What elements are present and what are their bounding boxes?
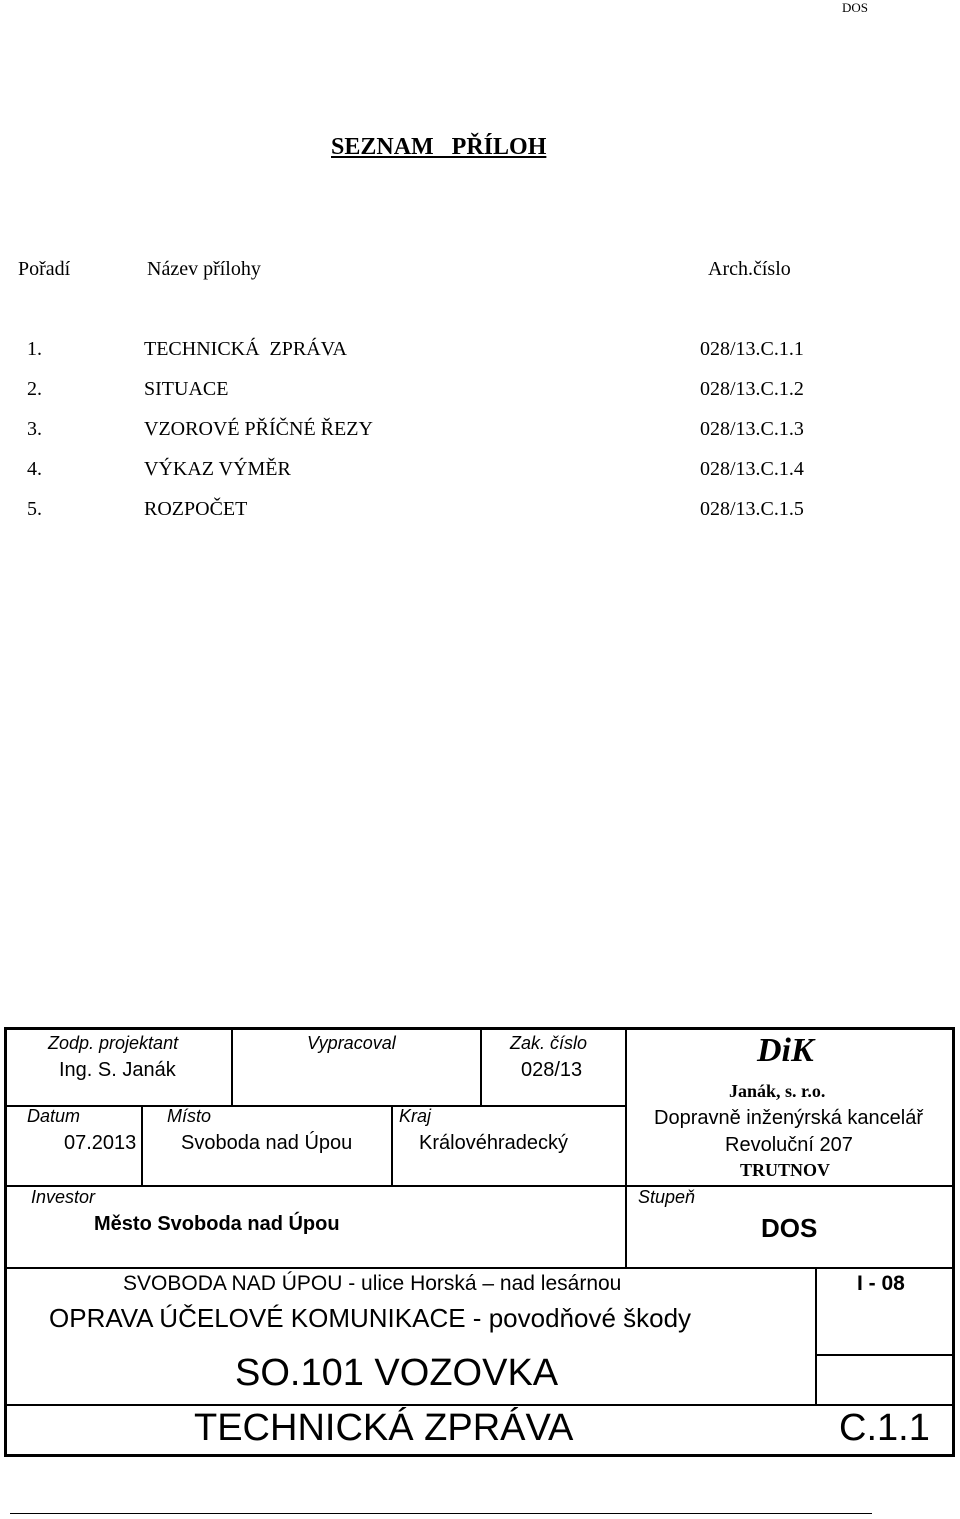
item-name: TECHNICKÁ ZPRÁVA bbox=[144, 338, 347, 360]
divider bbox=[815, 1267, 817, 1404]
column-header-name: Název přílohy bbox=[147, 258, 261, 280]
firm-name: Janák, s. r.o. bbox=[729, 1081, 826, 1101]
column-header-order: Pořadí bbox=[18, 258, 71, 280]
divider bbox=[7, 1105, 625, 1107]
item-arch: 028/13.C.1.2 bbox=[700, 378, 804, 400]
zodp-value: Ing. S. Janák bbox=[59, 1059, 176, 1081]
investor-label: Investor bbox=[31, 1187, 96, 1207]
datum-value: 07.2013 bbox=[64, 1132, 137, 1154]
item-name: ROZPOČET bbox=[144, 498, 248, 520]
kraj-value: Královéhradecký bbox=[419, 1132, 568, 1154]
kraj-label: Kraj bbox=[399, 1106, 432, 1126]
misto-value: Svoboda nad Úpou bbox=[181, 1132, 353, 1154]
item-number: 3. bbox=[27, 418, 42, 440]
divider bbox=[391, 1105, 393, 1185]
divider bbox=[480, 1030, 482, 1105]
zak-label: Zak. číslo bbox=[510, 1033, 588, 1053]
divider bbox=[231, 1030, 233, 1105]
zak-value: 028/13 bbox=[521, 1059, 583, 1081]
misto-label: Místo bbox=[167, 1106, 212, 1126]
document-code: C.1.1 bbox=[839, 1407, 930, 1449]
object-name: SO.101 VOZOVKA bbox=[235, 1352, 559, 1394]
project-line-1: SVOBODA NAD ÚPOU - ulice Horská – nad lesárnou bbox=[123, 1272, 622, 1295]
divider bbox=[7, 1267, 952, 1269]
zodp-label: Zodp. projektant bbox=[48, 1033, 179, 1053]
sheet-number: I - 08 bbox=[857, 1272, 905, 1295]
item-name: SITUACE bbox=[144, 378, 229, 400]
item-arch: 028/13.C.1.1 bbox=[700, 338, 804, 360]
divider bbox=[625, 1030, 627, 1267]
firm-city: TRUTNOV bbox=[740, 1160, 831, 1180]
column-header-arch: Arch.číslo bbox=[708, 258, 791, 280]
investor-value: Město Svoboda nad Úpou bbox=[94, 1213, 340, 1235]
divider bbox=[141, 1105, 143, 1185]
stupen-value: DOS bbox=[761, 1213, 818, 1243]
item-arch: 028/13.C.1.4 bbox=[700, 458, 804, 480]
item-arch: 028/13.C.1.3 bbox=[700, 418, 804, 440]
divider bbox=[7, 1185, 625, 1187]
firm-description: Dopravně inženýrská kancelář bbox=[654, 1107, 924, 1129]
project-line-2: OPRAVA ÚČELOVÉ KOMUNIKACE - povodňové škody bbox=[49, 1303, 692, 1333]
firm-street: Revoluční 207 bbox=[725, 1134, 853, 1156]
title-block bbox=[4, 1027, 955, 1457]
item-number: 2. bbox=[27, 378, 42, 400]
document-title: TECHNICKÁ ZPRÁVA bbox=[194, 1407, 574, 1449]
divider bbox=[815, 1354, 952, 1356]
firm-logo: DiK bbox=[757, 1032, 814, 1069]
item-number: 5. bbox=[27, 498, 42, 520]
item-name: VZOROVÉ PŘÍČNÉ ŘEZY bbox=[144, 418, 373, 440]
item-name: VÝKAZ VÝMĚR bbox=[144, 458, 291, 480]
divider bbox=[7, 1404, 952, 1406]
stupen-label: Stupeň bbox=[638, 1187, 696, 1207]
datum-label: Datum bbox=[27, 1106, 81, 1126]
footer-divider bbox=[10, 1513, 872, 1514]
page-title: SEZNAM PŘÍLOH bbox=[331, 134, 547, 160]
vypracoval-label: Vypracoval bbox=[307, 1033, 396, 1053]
item-number: 4. bbox=[27, 458, 42, 480]
item-arch: 028/13.C.1.5 bbox=[700, 498, 804, 520]
header-code: DOS bbox=[841, 0, 868, 15]
item-number: 1. bbox=[27, 338, 42, 360]
